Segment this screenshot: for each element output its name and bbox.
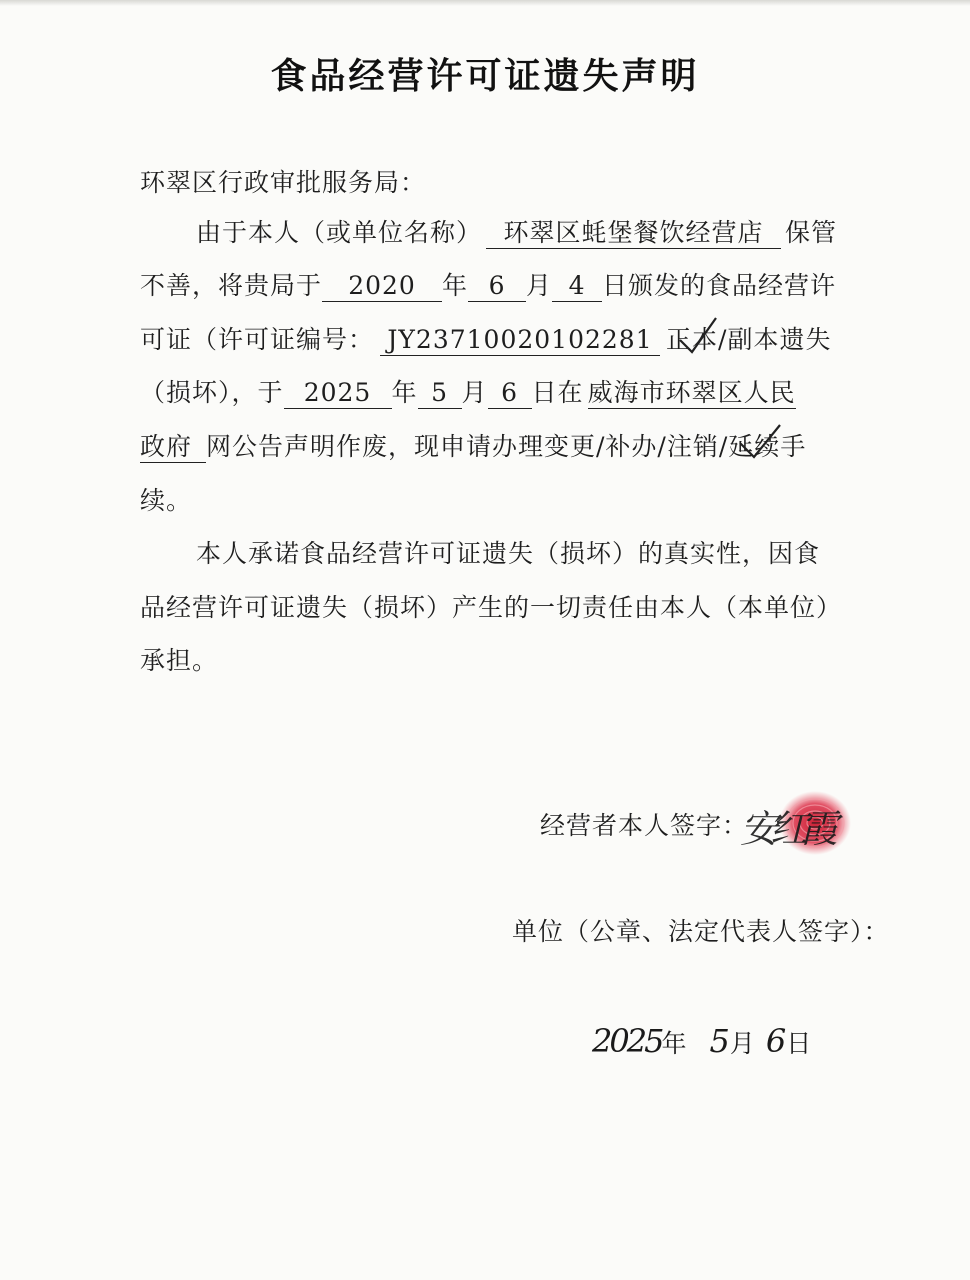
text: 本: [692, 325, 719, 354]
option-original-copy: [666, 320, 718, 356]
scan-edge: [0, 0, 970, 6]
month-char: 月: [729, 1029, 756, 1058]
para1-line5: [140, 427, 806, 463]
text: 本: [753, 325, 780, 354]
para2-line2: 品经营许可证遗失（损坏）产生的一切责任由本人（本单位）: [140, 593, 843, 622]
addressee: 环翠区行政审批服务局：: [140, 168, 427, 197]
para1-line1: [196, 213, 837, 249]
notice-day-field: 6: [488, 378, 532, 409]
page-title: 食品经营许可证遗失声明: [270, 56, 700, 97]
option-renewal: [728, 427, 780, 463]
text: 日颁发的食品经营许: [602, 271, 837, 300]
text: 手: [780, 432, 807, 461]
text: 年: [391, 378, 418, 407]
text: 续: [754, 432, 781, 461]
handwritten-date: [592, 1022, 812, 1060]
notice-place-field: 威海市环翠区人民: [587, 378, 796, 407]
unit-name-field: 环翠区蚝堡餐饮经营店: [486, 218, 781, 249]
para2-line1: 本人承诺食品经营许可证遗失（损坏）的真实性，因食: [196, 539, 821, 568]
day-char: 日: [786, 1029, 813, 1058]
text: 日在: [531, 378, 584, 407]
text: 年: [442, 271, 469, 300]
issue-year-field: 2020: [322, 271, 442, 302]
notice-month-field: 5: [418, 378, 462, 409]
para1-line2: [140, 266, 836, 302]
date-month: 5: [709, 1022, 730, 1060]
text: 副: [727, 325, 754, 354]
para1-line6: 续。: [140, 486, 193, 515]
year-char: 年: [661, 1029, 688, 1058]
text: 遗失: [779, 325, 832, 354]
date-year: 2025: [592, 1022, 662, 1060]
text: 正: [666, 325, 693, 354]
text: 不善，将贵局于: [140, 271, 323, 300]
notice-year-field: 2025: [284, 378, 392, 409]
para1-line4: [140, 373, 796, 409]
text: 保管: [785, 218, 838, 247]
text: 可证（许可证编号：: [140, 325, 375, 354]
text: 延: [728, 432, 755, 461]
text: 由于本人（或单位名称）: [196, 218, 483, 247]
text: 网公告声明作废，现申请办理变更/补办/注销/: [206, 432, 729, 461]
operator-signature-label: 经营者本人签字：: [540, 811, 749, 840]
issue-day-field: 4: [552, 271, 602, 302]
text: /: [718, 325, 728, 354]
date-day: 6: [765, 1022, 787, 1060]
text: 月: [461, 378, 488, 407]
license-number-field: JY23710020102281: [380, 325, 660, 356]
issue-month-field: 6: [468, 271, 526, 302]
para1-line3: [140, 320, 832, 356]
notice-place-field-cont: 政府: [140, 432, 206, 463]
unit-seal-label: 单位（公章、法定代表人签字）：: [512, 917, 890, 946]
text: 月: [526, 271, 553, 300]
text: （损坏），于: [140, 378, 284, 407]
para2-line3: 承担。: [140, 646, 219, 675]
operator-handwritten-signature: 安红霞: [740, 807, 831, 851]
